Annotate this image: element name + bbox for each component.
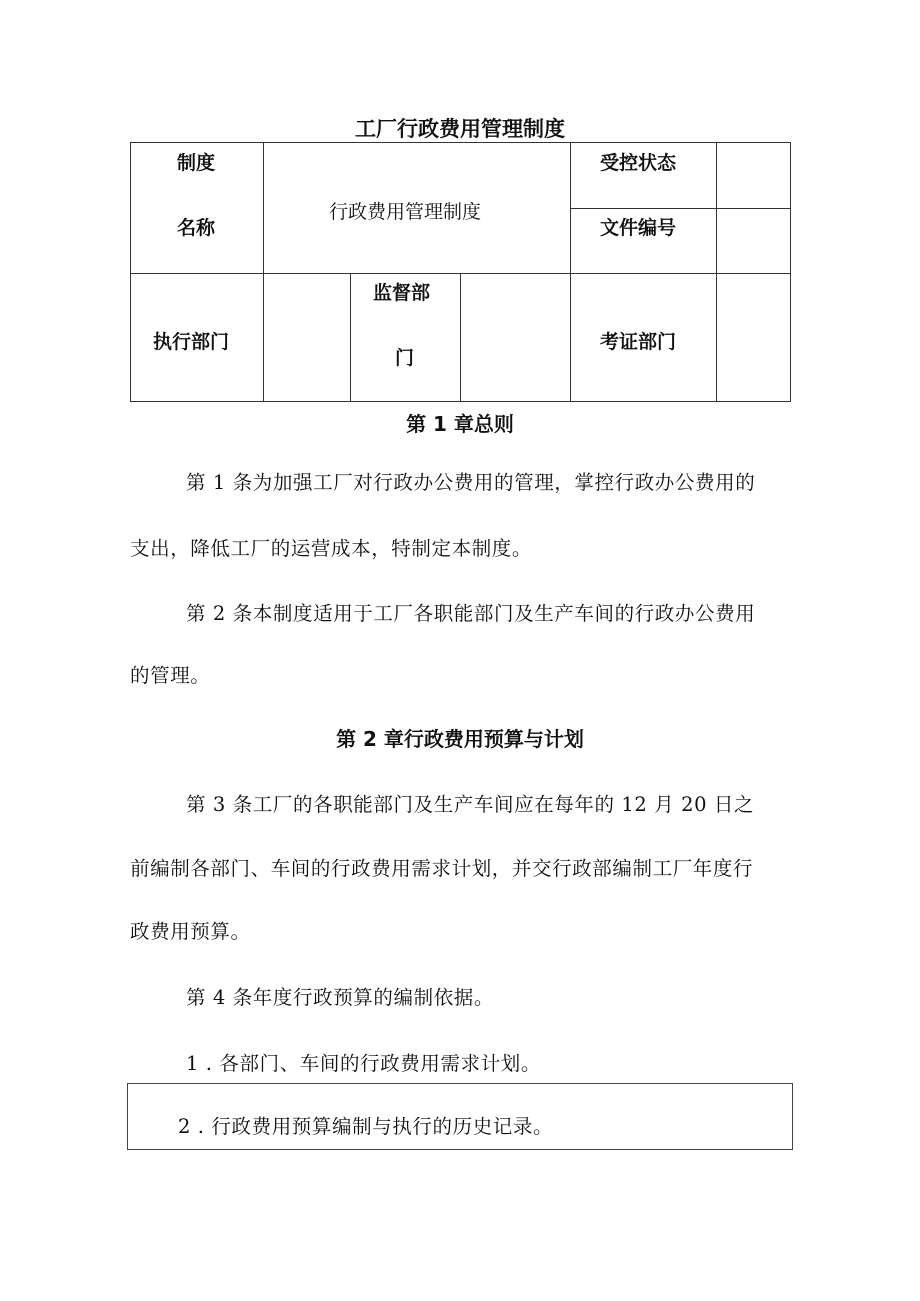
verifying-dept-label: 考证部门 xyxy=(600,331,677,353)
article4: 第 4 条年度行政预算的编制依据。 xyxy=(186,986,495,1009)
article2-line2: 的管理。 xyxy=(130,664,211,687)
system-name-value: 行政费用管理制度 xyxy=(329,201,482,223)
chapter1-heading: 第 1 章总则 xyxy=(406,412,514,436)
document-number-label: 文件编号 xyxy=(600,217,677,239)
article3-line3: 政费用预算。 xyxy=(130,920,251,943)
table-divider xyxy=(570,208,790,209)
supervising-dept-label-line1: 监督部 xyxy=(373,282,431,304)
system-name-label-line1: 制度 xyxy=(177,152,216,174)
control-status-label: 受控状态 xyxy=(600,152,677,174)
executing-dept-label: 执行部门 xyxy=(153,331,230,353)
article2-line1: 第 2 条本制度适用于工厂各职能部门及生产车间的行政办公费用 xyxy=(186,602,756,625)
article1-line2: 支出，降低工厂的运营成本，特制定本制度。 xyxy=(130,537,533,560)
list-item-1: 1 . 各部门、车间的行政费用需求计划。 xyxy=(186,1052,542,1075)
table-divider xyxy=(263,143,264,401)
article1-line1: 第 1 条为加强工厂对行政办公费用的管理，掌控行政办公费用的 xyxy=(186,471,756,494)
chapter2-heading: 第 2 章行政费用预算与计划 xyxy=(336,727,584,751)
table-divider xyxy=(131,273,790,274)
supervising-dept-label-line2: 门 xyxy=(395,347,415,369)
table-divider xyxy=(570,143,571,401)
article3-line1: 第 3 条工厂的各职能部门及生产车间应在每年的 12 月 20 日之 xyxy=(186,793,755,816)
table-divider xyxy=(460,273,461,401)
article3-line2: 前编制各部门、车间的行政费用需求计划，并交行政部编制工厂年度行 xyxy=(130,857,754,880)
list-item-2: 2 . 行政费用预算编制与执行的历史记录。 xyxy=(178,1115,554,1138)
table-divider xyxy=(716,143,717,401)
system-name-label-line2: 名称 xyxy=(177,217,216,239)
table-divider xyxy=(350,273,351,401)
document-title: 工厂行政费用管理制度 xyxy=(355,117,565,141)
header-table xyxy=(130,142,791,402)
